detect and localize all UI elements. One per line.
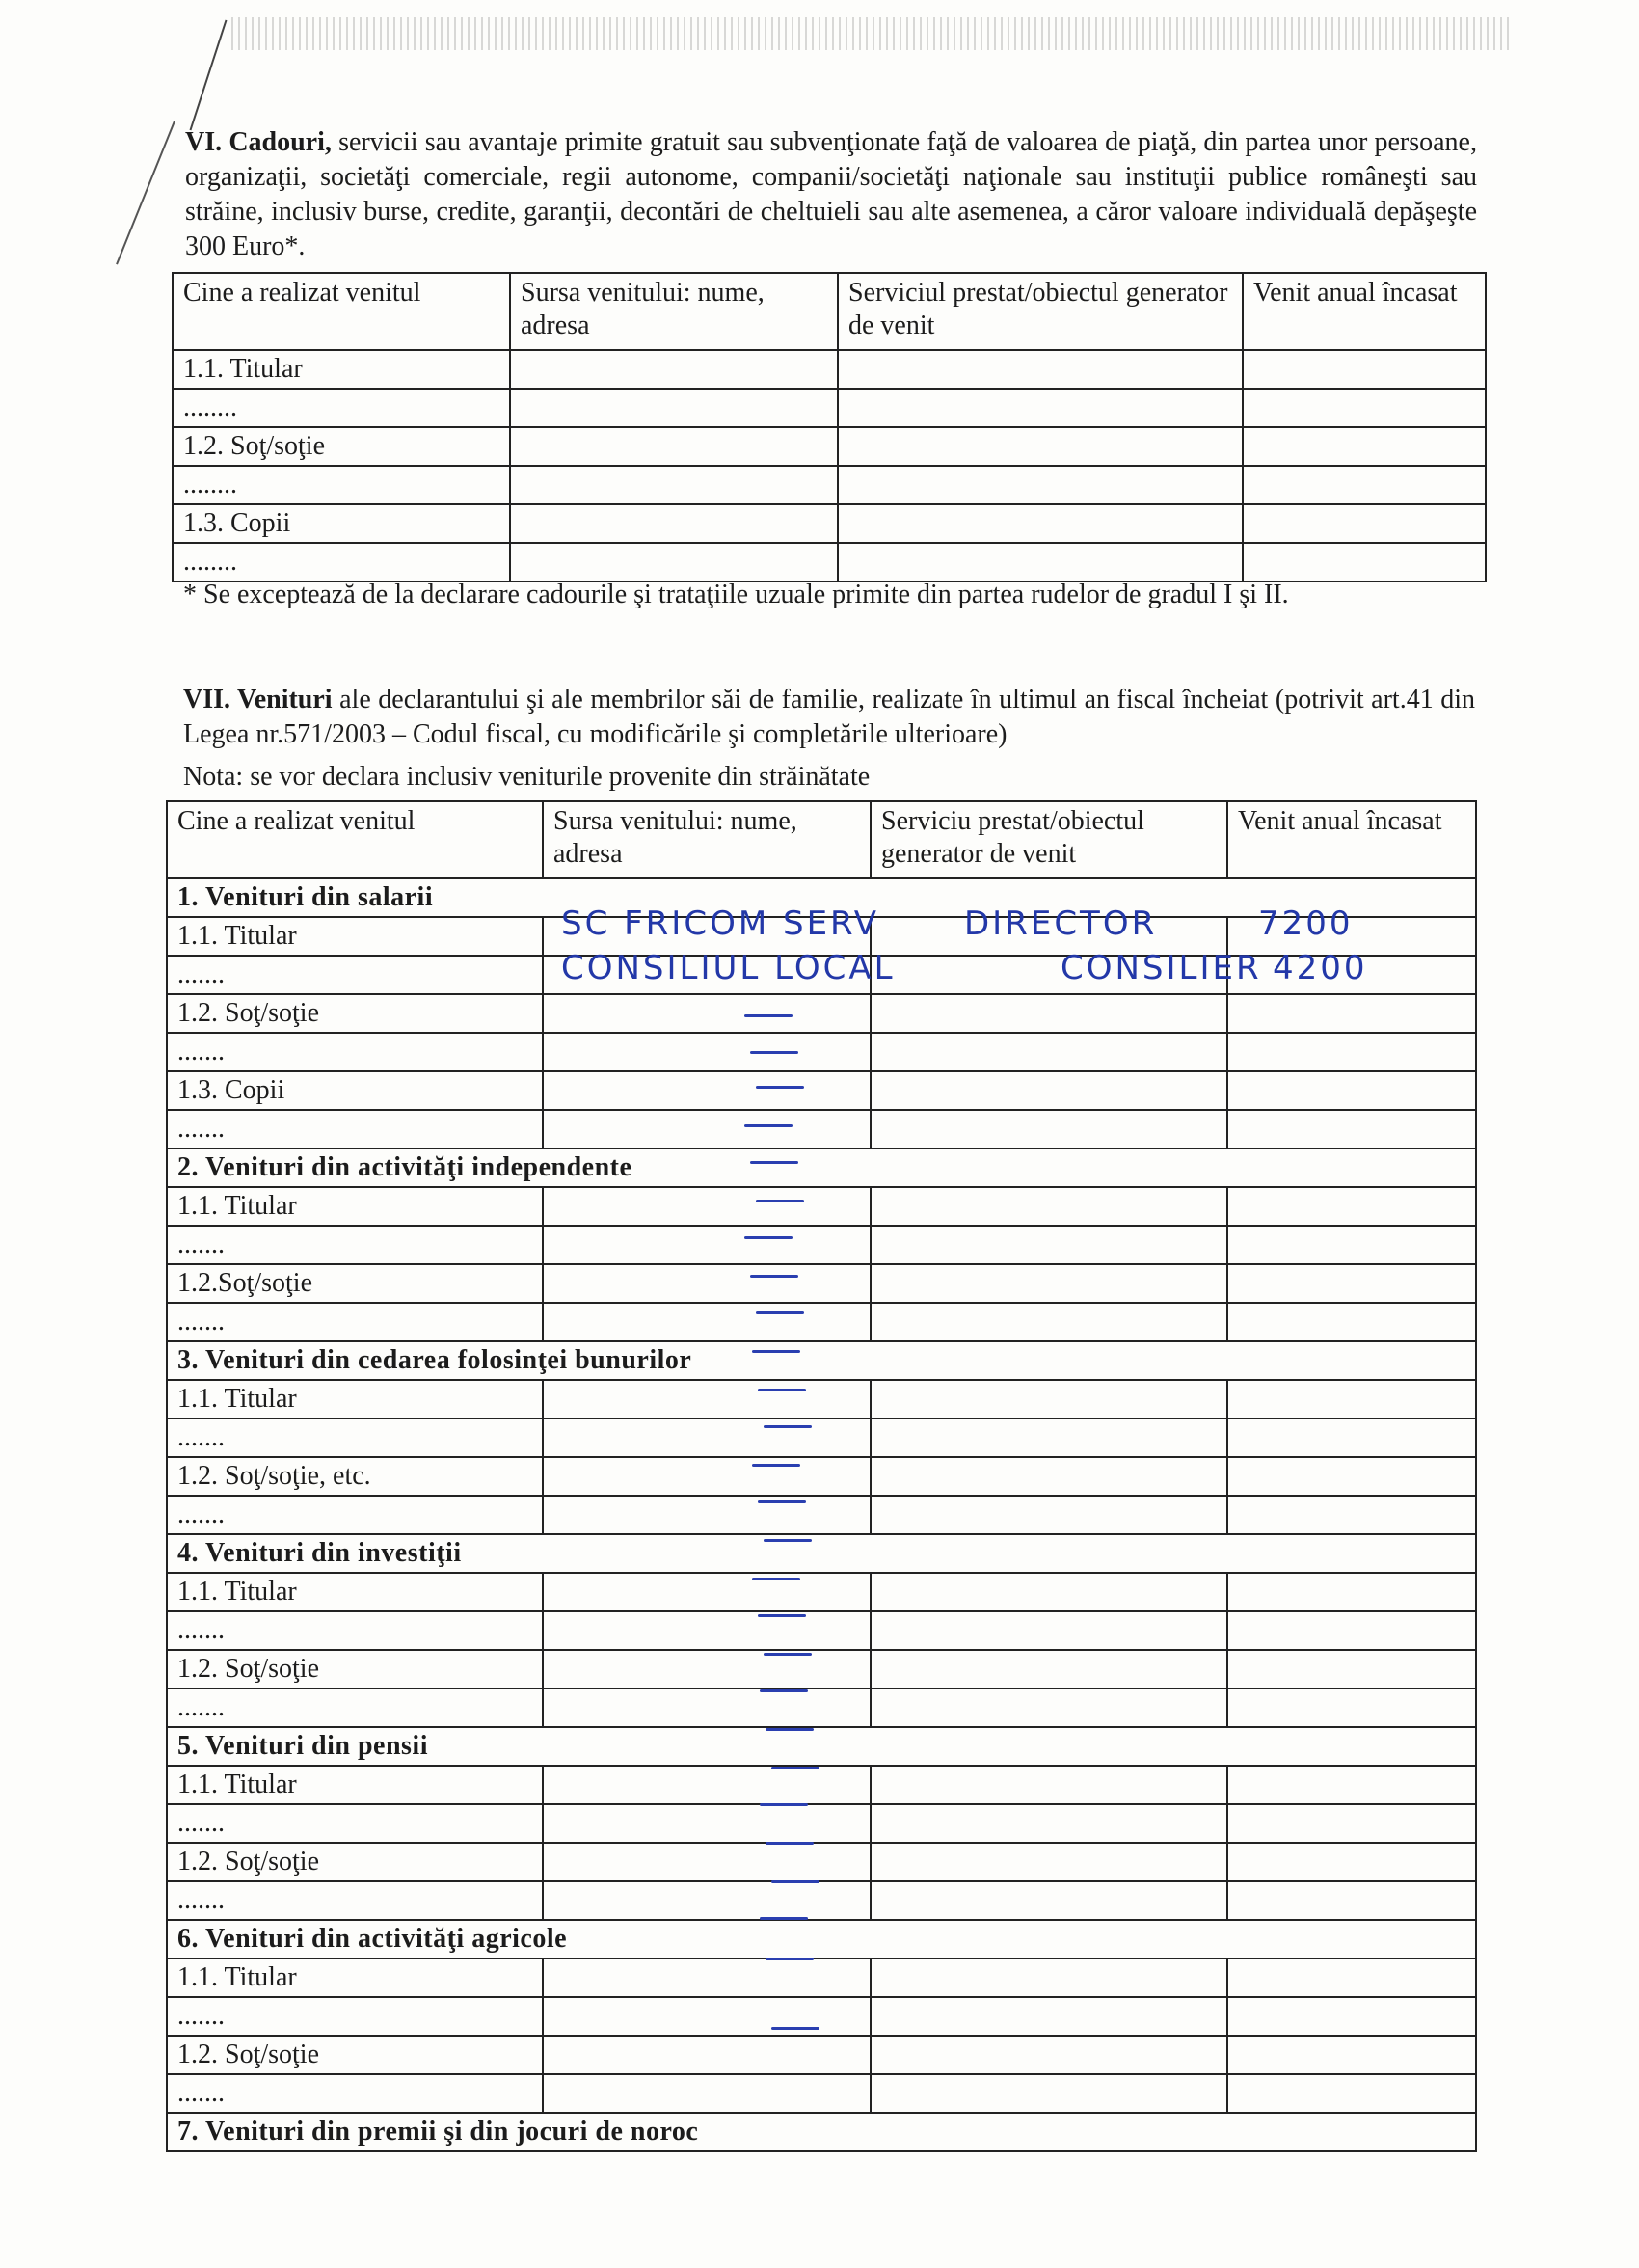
table-cell — [871, 1264, 1227, 1303]
table-cell — [510, 350, 838, 389]
table-cell — [543, 994, 871, 1033]
handwritten-dash — [764, 1425, 812, 1428]
table-cell — [510, 543, 838, 581]
row-label: ........ — [173, 543, 510, 581]
table-cell — [871, 1766, 1227, 1804]
row-label: 1.1. Titular — [167, 1187, 543, 1226]
handwritten-dash — [750, 1275, 798, 1278]
table-cell — [871, 994, 1227, 1033]
table-cell — [871, 1997, 1227, 2036]
category-row — [167, 1920, 1476, 1958]
handwritten-dash — [766, 1842, 814, 1845]
row-label: 1.1. Titular — [167, 1766, 543, 1804]
table-cell — [543, 1958, 871, 1997]
table-row — [167, 1071, 1476, 1110]
handwritten-dash — [758, 1389, 806, 1391]
section-6-footnote: * Se exceptează de la declarare cadourile şi trataţiile uzuale primite din partea rudelor de gradul I şi II. — [183, 580, 1289, 609]
table-row — [167, 1766, 1476, 1804]
income-categories — [167, 878, 1476, 2151]
category-title: 1. Venituri din salarii — [167, 878, 1476, 917]
row-label: ....... — [167, 956, 543, 994]
table-cell — [543, 1804, 871, 1843]
handwritten-source-1: SC FRICOM SERV — [561, 904, 880, 943]
table-cell — [1227, 1688, 1476, 1727]
table-row — [167, 1303, 1476, 1341]
handwritten-dash — [744, 1236, 793, 1239]
row-label: 1.3. Copii — [173, 504, 510, 543]
handwritten-dash — [766, 1728, 814, 1731]
table-cell — [1243, 389, 1486, 427]
table-cell — [1243, 427, 1486, 466]
handwritten-dash — [756, 1086, 804, 1089]
table-cell — [1227, 1303, 1476, 1341]
handwritten-dash — [764, 1653, 812, 1656]
table-row — [167, 1264, 1476, 1303]
table-cell — [543, 1110, 871, 1148]
row-label: 1.2.Soţ/soţie — [167, 1264, 543, 1303]
table-cell — [510, 466, 838, 504]
handwritten-dash — [752, 1350, 800, 1353]
table-cell — [871, 1110, 1227, 1148]
handwritten-income-1: 7200 — [1258, 904, 1354, 943]
table-cell — [543, 1033, 871, 1071]
col-header: Venit anual încasat — [1243, 273, 1486, 350]
table-cell — [543, 2074, 871, 2113]
table-cell — [1227, 1958, 1476, 1997]
table-cell — [1227, 1804, 1476, 1843]
table-cell — [871, 1457, 1227, 1496]
table-row — [167, 1418, 1476, 1457]
handwritten-dash — [766, 1958, 814, 1960]
table-cell — [1227, 1843, 1476, 1881]
row-label: ....... — [167, 1688, 543, 1727]
category-title: 5. Venituri din pensii — [167, 1727, 1476, 1766]
row-label: 1.3. Copii — [167, 1071, 543, 1110]
table-row — [167, 1843, 1476, 1881]
handwritten-dash — [756, 1311, 804, 1314]
table-cell — [871, 1573, 1227, 1611]
table-cell — [871, 1650, 1227, 1688]
table-cell — [543, 1997, 871, 2036]
handwritten-source-2: CONSILIUL LOCAL — [561, 949, 896, 987]
table-row — [167, 2036, 1476, 2074]
table-row — [167, 1187, 1476, 1226]
category-row — [167, 1341, 1476, 1380]
table-cell — [838, 466, 1243, 504]
section-6-table — [172, 272, 1487, 582]
table-cell — [1243, 466, 1486, 504]
table-cell — [838, 427, 1243, 466]
handwritten-dash — [760, 1689, 808, 1692]
col-header: Serviciul prestat/obiectul generator de venit — [838, 273, 1243, 350]
table-row — [167, 1110, 1476, 1148]
handwritten-dash — [771, 1880, 820, 1883]
table-cell — [543, 1766, 871, 1804]
table-cell — [871, 2074, 1227, 2113]
section-7-table — [166, 800, 1477, 2152]
row-label: 1.2. Soţ/soţie, etc. — [167, 1457, 543, 1496]
table-cell — [543, 2036, 871, 2074]
table-cell — [1227, 1187, 1476, 1226]
category-row — [167, 2113, 1476, 2151]
handwritten-dash — [750, 1051, 798, 1054]
table-cell — [1227, 1997, 1476, 2036]
section-6-body: servicii sau avantaje primite gratuit sau subvenţionate faţă de valoarea de piaţă, din partea unor persoane, organizaţii, societăţi comerciale, regii autonome, companii/societăţi naţionale sau instituţii publice româneşti sau străine, inclusiv burse, credite, garanţii, decontări de cheltuieli sau alte asemenea, a căror valoare individuală depăşeşte 300 Euro*. — [185, 127, 1477, 261]
table-cell — [543, 1573, 871, 1611]
table-cell — [1227, 1457, 1476, 1496]
col-header: Cine a realizat venitul — [173, 273, 510, 350]
row-label: 1.1. Titular — [167, 1958, 543, 1997]
handwritten-dash — [771, 1767, 820, 1769]
category-row — [167, 1148, 1476, 1187]
table-cell — [543, 1264, 871, 1303]
table-row — [167, 1573, 1476, 1611]
table-cell — [1227, 994, 1476, 1033]
table-cell — [1227, 1380, 1476, 1418]
row-label: ....... — [167, 1110, 543, 1148]
handwritten-dash — [750, 1161, 798, 1164]
table-cell — [1227, 1226, 1476, 1264]
table-cell — [871, 1226, 1227, 1264]
table-cell — [871, 1418, 1227, 1457]
scan-noise-top — [231, 17, 1514, 50]
table-cell — [1227, 1766, 1476, 1804]
table-header-row — [173, 273, 1486, 350]
table-cell — [1243, 350, 1486, 389]
table-cell — [871, 1303, 1227, 1341]
row-label: 1.1. Titular — [167, 917, 543, 956]
table-row — [173, 466, 1486, 504]
section-6-heading: VI. Cadouri, — [185, 127, 332, 157]
col-header: Venit anual încasat — [1227, 801, 1476, 878]
table-cell — [543, 1457, 871, 1496]
table-cell — [871, 1958, 1227, 1997]
table-cell — [1227, 1418, 1476, 1457]
table-cell — [543, 1496, 871, 1534]
row-label: ....... — [167, 1997, 543, 2036]
row-label: 1.2. Soţ/soţie — [167, 2036, 543, 2074]
handwritten-income-2: 4200 — [1273, 949, 1368, 987]
col-header: Serviciu prestat/obiectul generator de venit — [871, 801, 1227, 878]
table-cell — [871, 1804, 1227, 1843]
row-label: 1.2. Soţ/soţie — [173, 427, 510, 466]
table-cell — [1227, 1071, 1476, 1110]
table-cell — [1227, 2074, 1476, 2113]
table-row — [167, 1457, 1476, 1496]
table-row — [167, 1688, 1476, 1727]
table-cell — [1227, 1611, 1476, 1650]
handwritten-dash — [744, 1014, 793, 1017]
table-cell — [510, 389, 838, 427]
handwritten-service-1: DIRECTOR — [964, 904, 1158, 943]
row-label: ........ — [173, 389, 510, 427]
table-cell — [1227, 1033, 1476, 1071]
col-header: Sursa venitului: nume, adresa — [510, 273, 838, 350]
table-cell — [543, 1418, 871, 1457]
row-label: 1.2. Soţ/soţie — [167, 1650, 543, 1688]
table-row — [167, 1611, 1476, 1650]
table-cell — [543, 1380, 871, 1418]
table-cell — [838, 350, 1243, 389]
section-7-body: ale declarantului şi ale membrilor săi de familie, realizate în ultimul an fiscal încheiat (potrivit art.41 din Legea nr.571/2003 – Codul fiscal, cu modificările şi completările ulterioare) — [183, 685, 1476, 749]
table-cell — [838, 543, 1243, 581]
col-header: Sursa venitului: nume, adresa — [543, 801, 871, 878]
table-cell — [871, 1187, 1227, 1226]
table-row — [167, 1804, 1476, 1843]
table-row — [167, 994, 1476, 1033]
table-cell — [543, 1881, 871, 1920]
table-row — [167, 1650, 1476, 1688]
table-header-row — [167, 801, 1476, 878]
table-cell — [871, 1611, 1227, 1650]
table-cell — [838, 389, 1243, 427]
table-cell — [871, 1071, 1227, 1110]
table-cell — [1227, 1110, 1476, 1148]
table-row — [167, 1881, 1476, 1920]
handwritten-dash — [760, 1917, 808, 1920]
row-label: ....... — [167, 2074, 543, 2113]
row-label: 1.1. Titular — [167, 1573, 543, 1611]
table-cell — [838, 504, 1243, 543]
table-cell — [543, 1843, 871, 1881]
table-cell — [1243, 543, 1486, 581]
table-cell — [543, 1226, 871, 1264]
table-row — [173, 389, 1486, 427]
table-row — [167, 1496, 1476, 1534]
handwritten-service-2: CONSILIER — [1061, 949, 1262, 987]
row-label: ....... — [167, 1496, 543, 1534]
section-7-note: Nota: se vor declara inclusiv veniturile provenite din străinătate — [183, 762, 871, 792]
table-row — [167, 1997, 1476, 2036]
table-cell — [543, 1611, 871, 1650]
row-label: 1.2. Soţ/soţie — [167, 994, 543, 1033]
table-cell — [543, 1071, 871, 1110]
category-title: 7. Venituri din premii şi din jocuri de noroc — [167, 2113, 1476, 2151]
category-row — [167, 1534, 1476, 1573]
table-row — [167, 2074, 1476, 2113]
table-cell — [871, 1033, 1227, 1071]
col-header: Cine a realizat venitul — [167, 801, 543, 878]
table-cell — [510, 427, 838, 466]
table-row — [173, 427, 1486, 466]
category-title: 2. Venituri din activităţi independente — [167, 1148, 1476, 1187]
category-title: 6. Venituri din activităţi agricole — [167, 1920, 1476, 1958]
section-6-text — [185, 125, 1477, 264]
table-row — [173, 504, 1486, 543]
table-cell — [543, 1187, 871, 1226]
row-label: ....... — [167, 1033, 543, 1071]
row-label: 1.1. Titular — [173, 350, 510, 389]
handwritten-dash — [752, 1578, 800, 1580]
table-row — [167, 1958, 1476, 1997]
table-row — [173, 350, 1486, 389]
table-cell — [1227, 1881, 1476, 1920]
row-label: ....... — [167, 1881, 543, 1920]
scan-edge-line — [116, 121, 175, 264]
table-cell — [543, 1650, 871, 1688]
category-title: 3. Venituri din cedarea folosinţei bunurilor — [167, 1341, 1476, 1380]
row-label: ....... — [167, 1303, 543, 1341]
table-cell — [1227, 1264, 1476, 1303]
section-7-heading: VII. Venituri — [183, 685, 333, 715]
row-label: ....... — [167, 1804, 543, 1843]
handwritten-dash — [744, 1124, 793, 1127]
row-label: ....... — [167, 1418, 543, 1457]
handwritten-dash — [752, 1464, 800, 1467]
category-row — [167, 1727, 1476, 1766]
handwritten-dash — [758, 1500, 806, 1503]
table-cell — [1227, 1496, 1476, 1534]
category-title: 4. Venituri din investiţii — [167, 1534, 1476, 1573]
handwritten-dash — [758, 1614, 806, 1617]
handwritten-dash — [756, 1200, 804, 1202]
table-cell — [1227, 2036, 1476, 2074]
section-7-text — [183, 683, 1475, 752]
scan-edge-line — [190, 20, 228, 131]
handwritten-dash — [771, 2027, 820, 2030]
table-cell — [871, 1688, 1227, 1727]
table-cell — [1243, 504, 1486, 543]
table-cell — [1227, 1650, 1476, 1688]
table-row — [167, 1226, 1476, 1264]
row-label: ....... — [167, 1611, 543, 1650]
table-row — [173, 543, 1486, 581]
table-row — [167, 1380, 1476, 1418]
table-cell — [871, 2036, 1227, 2074]
table-cell — [510, 504, 838, 543]
handwritten-dash — [760, 1803, 808, 1806]
table-row — [167, 1033, 1476, 1071]
table-cell — [1227, 1573, 1476, 1611]
row-label: 1.2. Soţ/soţie — [167, 1843, 543, 1881]
handwritten-dash — [764, 1539, 812, 1542]
row-label: ....... — [167, 1226, 543, 1264]
table-cell — [871, 1380, 1227, 1418]
table-cell — [871, 1843, 1227, 1881]
table-cell — [871, 1496, 1227, 1534]
table-cell — [543, 1688, 871, 1727]
row-label: ........ — [173, 466, 510, 504]
row-label: 1.1. Titular — [167, 1380, 543, 1418]
table-cell — [543, 1303, 871, 1341]
table-cell — [871, 1881, 1227, 1920]
